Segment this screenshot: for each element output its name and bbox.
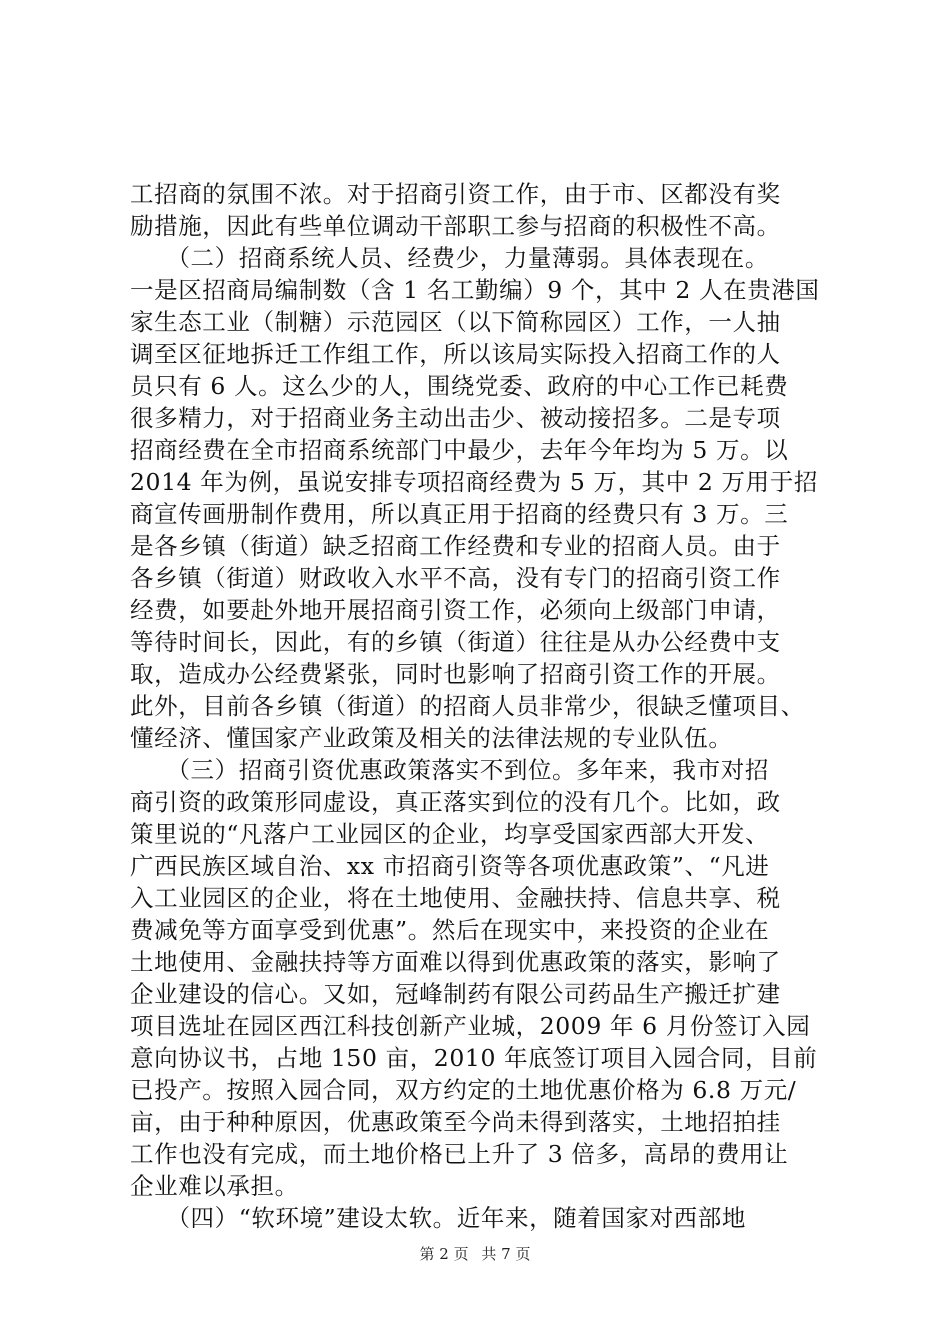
- text-line: 一是区招商局编制数（含 1 名工勤编）9 个，其中 2 人在贵港国: [130, 276, 820, 304]
- text-line: 励措施，因此有些单位调动干部职工参与招商的积极性不高。: [130, 212, 781, 240]
- text-line: 调至区征地拆迁工作组工作，所以该局实际投入招商工作的人: [130, 340, 781, 368]
- body-text: [130, 178, 830, 1234]
- text-line: （二）招商系统人员、经费少，力量薄弱。具体表现在。: [130, 244, 769, 272]
- text-line: 商引资的政策形同虚设，真正落实到位的没有几个。比如，政: [130, 788, 781, 816]
- text-line: 家生态工业（制糖）示范园区（以下简称园区）工作，一人抽: [130, 308, 781, 336]
- text-line: 意向协议书，占地 150 亩，2010 年底签订项目入园合同，目前: [130, 1044, 818, 1072]
- text-line: 是各乡镇（街道）缺乏招商工作经费和专业的招商人员。由于: [130, 532, 781, 560]
- text-line: 土地使用、金融扶持等方面难以得到优惠政策的落实，影响了: [130, 948, 781, 976]
- text-line: 亩，由于种种原因，优惠政策至今尚未得到落实，土地招拍挂: [130, 1108, 781, 1136]
- text-line: 各乡镇（街道）财政收入水平不高，没有专门的招商引资工作: [130, 564, 781, 592]
- text-line: 员只有 6 人。这么少的人，围绕党委、政府的中心工作已耗费: [130, 372, 789, 400]
- text-line: 项目选址在园区西江科技创新产业城，2009 年 6 月份签订入园: [130, 1012, 811, 1040]
- page-footer: [0, 1244, 950, 1264]
- text-line: （四）“软环境”建设太软。近年来，随着国家对西部地: [130, 1204, 746, 1232]
- text-line: 2014 年为例，虽说安排专项招商经费为 5 万，其中 2 万用于招: [130, 468, 818, 496]
- text-line: 入工业园区的企业，将在土地使用、金融扶持、信息共享、税: [130, 884, 781, 912]
- text-line: 招商经费在全市招商系统部门中最少，去年今年均为 5 万。以: [130, 436, 789, 464]
- text-line: 企业建设的信心。又如，冠峰制药有限公司药品生产搬迁扩建: [130, 980, 781, 1008]
- text-line: 经费，如要赴外地开展招商引资工作，必须向上级部门申请，: [130, 596, 781, 624]
- text-line: 广西民族区域自治、xx 市招商引资等各项优惠政策”、“凡进: [130, 852, 770, 880]
- text-line: 很多精力，对于招商业务主动出击少、被动接招多。二是专项: [130, 404, 781, 432]
- text-line: 工招商的氛围不浓。对于招商引资工作，由于市、区都没有奖: [130, 180, 781, 208]
- text-line: 工作也没有完成，而土地价格已上升了 3 倍多，高昂的费用让: [130, 1140, 789, 1168]
- text-line: 取，造成办公经费紧张，同时也影响了招商引资工作的开展。: [130, 660, 781, 688]
- text-line: 商宣传画册制作费用，所以真正用于招商的经费只有 3 万。三: [130, 500, 789, 528]
- text-line: 企业难以承担。: [130, 1172, 299, 1200]
- text-line: 策里说的“凡落户工业园区的企业，均享受国家西部大开发、: [130, 820, 770, 848]
- page-number-total: 共 7 页: [481, 1245, 531, 1263]
- text-line: 懂经济、懂国家产业政策及相关的法律法规的专业队伍。: [130, 724, 733, 752]
- text-line: 等待时间长，因此，有的乡镇（街道）往往是从办公经费中支: [130, 628, 781, 656]
- page-number-current: 第 2 页: [419, 1245, 469, 1263]
- text-line: 费减免等方面享受到优惠”。然后在现实中，来投资的企业在: [130, 916, 770, 944]
- text-line: （三）招商引资优惠政策落实不到位。多年来，我市对招: [130, 756, 769, 784]
- text-line: 此外，目前各乡镇（街道）的招商人员非常少，很缺乏懂项目、: [130, 692, 805, 720]
- text-line: 已投产。按照入园合同，双方约定的土地优惠价格为 6.8 万元/: [130, 1076, 797, 1104]
